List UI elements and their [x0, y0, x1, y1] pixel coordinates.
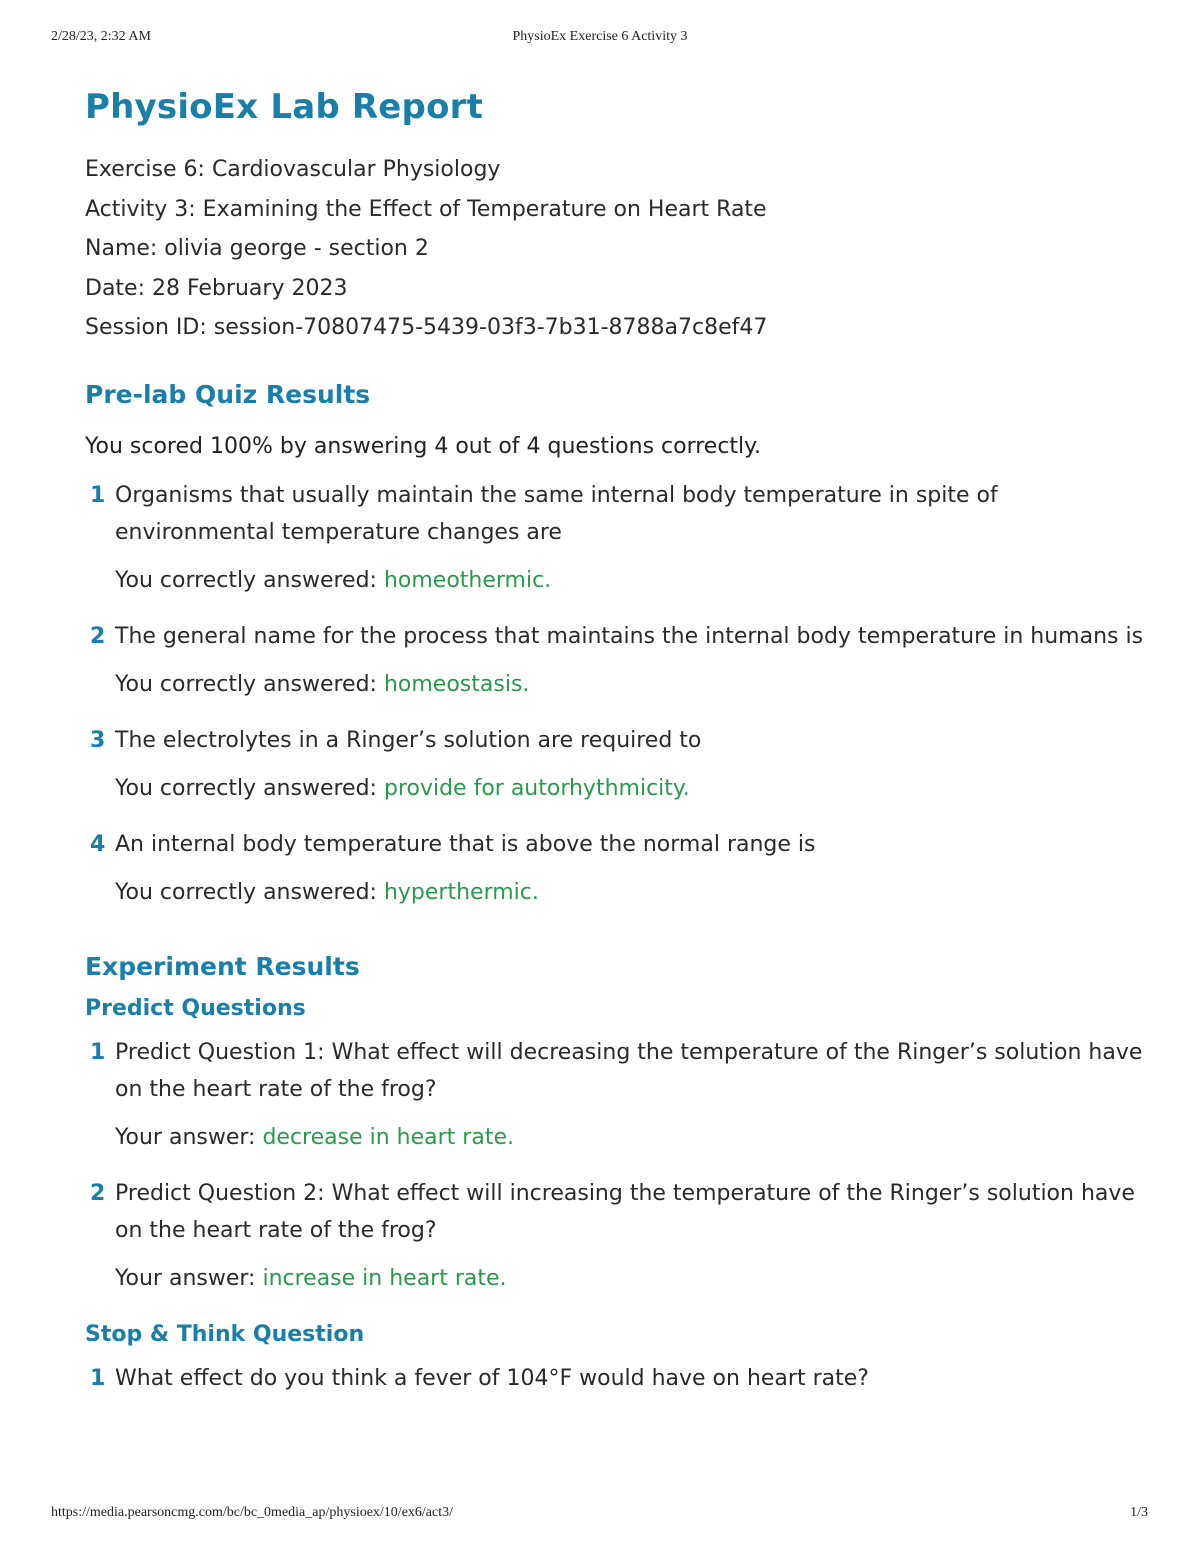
print-datetime: 2/28/23, 2:32 AM: [51, 29, 151, 44]
answer-value: homeostasis.: [383, 671, 530, 697]
question-answer: [115, 566, 1145, 596]
question-number: 1: [90, 1039, 106, 1065]
question-number: 4: [90, 831, 106, 857]
prelab-question: [85, 722, 1145, 804]
prelab-question: [85, 618, 1145, 700]
answer-value: increase in heart rate.: [262, 1265, 507, 1291]
print-header: [0, 29, 1200, 49]
question-text: Predict Question 1: What effect will decreasing the temperature of the Ringer’s solution have on the heart rate of the frog?: [115, 1039, 1143, 1102]
predict-question: [85, 1034, 1145, 1153]
prelab-score: You scored 100% by answering 4 out of 4 questions correctly.: [85, 433, 762, 459]
question-answer: [115, 878, 1145, 908]
print-title: PhysioEx Exercise 6 Activity 3: [512, 29, 688, 44]
answer-value: hyperthermic.: [383, 879, 539, 905]
answer-prefix: You correctly answered:: [115, 567, 377, 593]
question-number: 1: [90, 1365, 106, 1391]
question-text: The general name for the process that maintains the internal body temperature in humans is: [115, 623, 1144, 649]
answer-prefix: You correctly answered:: [115, 879, 377, 905]
question-text: Predict Question 2: What effect will increasing the temperature of the Ringer’s solution have on the heart rate of the frog?: [115, 1180, 1135, 1243]
name-line: Name: olivia george - section 2: [85, 236, 429, 261]
question-number: 1: [90, 482, 106, 508]
prelab-question: [85, 826, 1145, 908]
stop-think-question: [85, 1360, 1145, 1397]
page-number: 1/3: [1130, 1505, 1148, 1520]
question-number: 3: [90, 727, 106, 753]
question-text: Organisms that usually maintain the same internal body temperature in spite of environmental temperature changes are: [115, 482, 998, 545]
question-text: The electrolytes in a Ringer’s solution are required to: [115, 727, 702, 753]
question-number: 2: [90, 1180, 106, 1206]
question-answer: [115, 1123, 1145, 1153]
answer-prefix: Your answer:: [115, 1124, 256, 1150]
lab-report: [85, 84, 1145, 1397]
question-number: 2: [90, 623, 106, 649]
question-text: What effect do you think a fever of 104°F would have on heart rate?: [115, 1365, 869, 1391]
report-meta: [85, 150, 1145, 348]
question-answer: [115, 670, 1145, 700]
session-line: Session ID: session-70807475-5439-03f3-7b31-8788a7c8ef47: [85, 315, 768, 340]
print-footer: [0, 1505, 1200, 1525]
answer-value: provide for autorhythmicity.: [383, 775, 690, 801]
answer-value: decrease in heart rate.: [262, 1124, 514, 1150]
answer-prefix: You correctly answered:: [115, 775, 377, 801]
prelab-heading: Pre-lab Quiz Results: [85, 379, 371, 409]
stop-think-heading: Stop & Think Question: [85, 1321, 365, 1347]
activity-line: Activity 3: Examining the Effect of Temperature on Heart Rate: [85, 196, 767, 222]
answer-prefix: Your answer:: [115, 1265, 256, 1291]
prelab-question: [85, 477, 1145, 596]
predict-question: [85, 1175, 1145, 1294]
report-title: PhysioEx Lab Report: [85, 87, 484, 127]
question-answer: [115, 774, 1145, 804]
experiment-heading: Experiment Results: [85, 951, 360, 981]
exercise-line: Exercise 6: Cardiovascular Physiology: [85, 157, 501, 182]
predict-heading: Predict Questions: [85, 995, 306, 1021]
question-answer: [115, 1264, 1145, 1294]
date-line: Date: 28 February 2023: [85, 275, 348, 301]
answer-prefix: You correctly answered:: [115, 671, 377, 697]
question-text: An internal body temperature that is above the normal range is: [115, 831, 816, 857]
answer-value: homeothermic.: [383, 567, 552, 593]
print-url: https://media.pearsoncmg.com/bc/bc_0media_ap/physioex/10/ex6/act3/: [51, 1505, 454, 1520]
